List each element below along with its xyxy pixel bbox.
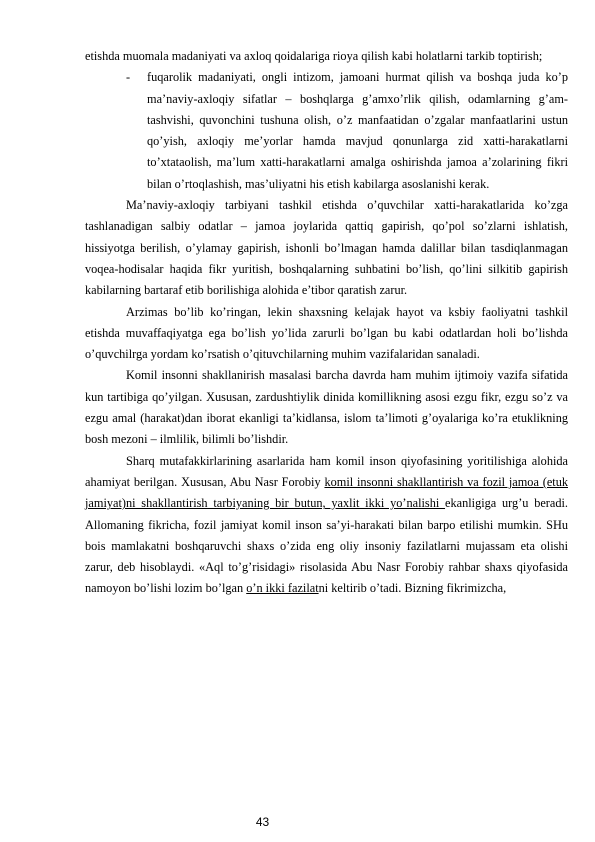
paragraph-perfect-person: Komil insonni shakllanirish masalasi barcha davrda ham muhim ijtimoiy vazifa sifatida kun tartibiga qo’yilgan. Xususan, zardushtiylik dinida komillikning asosi ezgu fikr, ezgu so’z va ezgu amal (harakat)dan iborat ekanligi ta’kidlansa, islom ta’limoti g’oyalariga ko’ra etuklikning bosh mezoni – ilmlilik, bilimli bo’lishdir.	[85, 368, 568, 447]
paragraph-moral-education: Ma’naviy-axloqiy tarbiyani tashkil etishda o’quvchilar xatti-harakatlarida ko’zga tashlanadigan salbiy odatlar – jamoa joylarida qattiq gapirish, qo’pol so’zlarni ishlatish, hissiyotga berilish, o’ylamay gapirish, ishonli bo’lmagan hamda dalillar bilan tasdiqlanmagan voqea-hodisalar haqida fikr yuritish, boshqalarning suhbatini bo’lish, qo’lini silkitib gapirish kabilarning bartaraf etib borilishiga alohida e’tibor qaratish zarur.	[85, 198, 568, 298]
underlined-phrase: komil insonni shakllantirish va fozil jamoa (etuk jamiyat)ni shakllantirish tarbiyaning bir butun, yaxlit ikki yo’nalishi	[85, 474, 568, 511]
paragraph-text: ekanligiga urg’u beradi. Allomaning fikricha, fozil jamiyat komil inson sa’yi-harakati bilan barpo etilishi mumkin. SHu bois mamlakatni boshqaruvchi shaxs o’zida eng oliy insoniy fazilatlarni mujassam eta olishi zarur, deb hisoblaydi. «Aql to’g’risidagi» risolasida Abu Nasr Forobiy rahbar shaxs qiyofasida namoyon bo’lishi lozim bo’lgan	[85, 496, 569, 596]
paragraph-text: ni keltirib o’tadi. Bizning fikrimizcha,	[318, 581, 507, 596]
underlined-phrase: o’n ikki fazilat	[246, 581, 319, 596]
page-number: 43	[255, 815, 270, 829]
paragraph-eastern-thinkers	[85, 451, 568, 600]
document-body	[85, 46, 568, 600]
dash-list-item	[85, 67, 568, 195]
paragraph-continuation: etishda muomala madaniyati va axloq qoidalariga rioya qilish kabi holatlarni tarkib toptirish;	[85, 49, 543, 63]
dash-marker: -	[126, 70, 131, 85]
dash-list-item-text: fuqarolik madaniyati, ongli intizom, jamoani hurmat qilish va boshqa juda ko’p ma’naviy-axloqiy sifatlar – boshqlarga g’amxo’rlik qilish, odamlarning g’am-tashvishi, quvonchini tushuna olish, o’z manfaatidan o’zgalar manfaatlarini ustun qo’yish, axloqiy me’yorlar hamda mavjud qonunlarga zid xatti-harakatlarni to’xtataolish, ma’lum xatti-harakatlarni amalga oshirishda jamoa a’zolarining fikri bilan o’rtoqlashish, mas’uliyatni his etish kabilarga asoslanishi kerak.	[147, 70, 568, 191]
paragraph-text: Sharq mutafakkirlarining asarlarida ham komil inson qiyofasining yoritilishiga alohida ahamiyat berilgan. Xususan, Abu Nasr Forobiy	[85, 453, 568, 489]
paragraph-habits: Arzimas bo’lib ko’ringan, lekin shaxsning kelajak hayot va ksbiy faoliyatni tashkil etishda muvaffaqiyatga ega bo’lish yo’lida zarurli bo’lgan bu kabi odatlardan holi bo’lishda o’quvchilrga yordam ko’rsatish o’qituvchilarning muhim vazifalaridan sanaladi.	[85, 304, 568, 362]
